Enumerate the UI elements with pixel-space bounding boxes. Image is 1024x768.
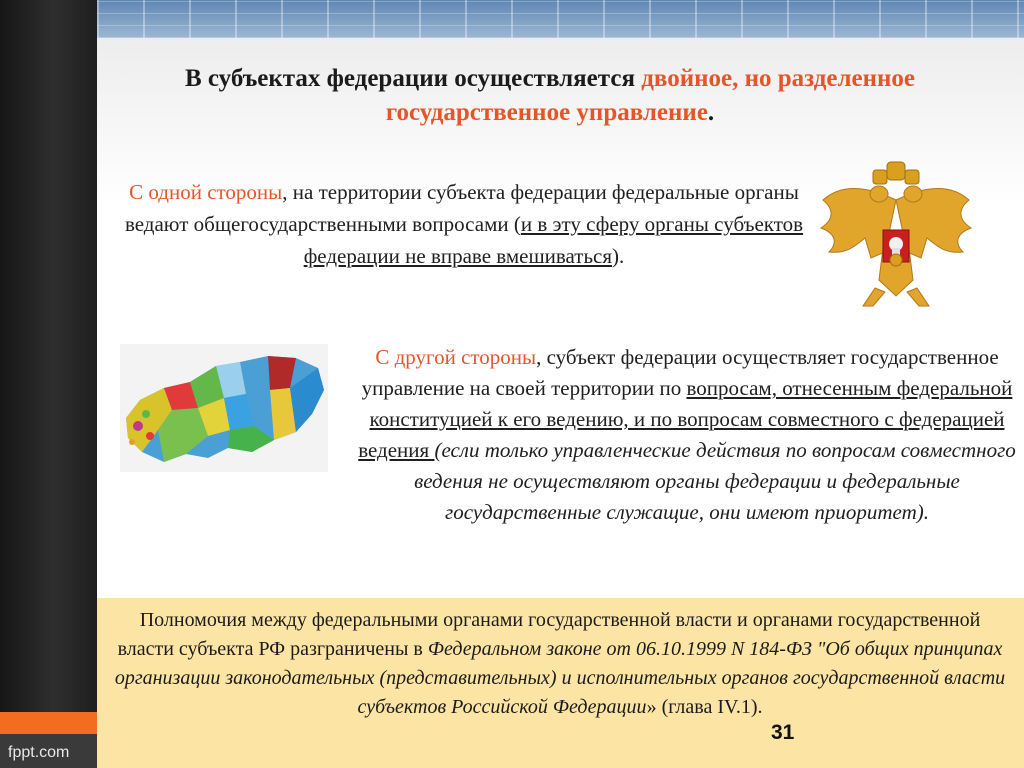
bottom-text-part2: » (глава IV.1). bbox=[646, 696, 763, 718]
title-highlight: двойное, но разделенное государственное управление bbox=[385, 65, 916, 126]
bottom-text-part1: Полномочия между федеральными органами государственной власти и органами государственной власти субъекта РФ разграничены в bbox=[117, 609, 981, 660]
para1-end: ). bbox=[612, 244, 625, 268]
para2-italic: (если только управленческие действия по вопросам совместного ведения не осуществляют органы федерации и федеральные государственные служащие, они имеют приоритет). bbox=[414, 438, 1016, 524]
left-sidebar bbox=[0, 0, 97, 768]
brand-footer-text: fppt.com bbox=[8, 744, 70, 761]
para2-underlined: вопросам, отнесенным федеральной конституцией к его ведению, и по вопросам совместного с федерацией ведения bbox=[358, 376, 1013, 462]
russia-map-icon bbox=[120, 344, 328, 472]
bottom-law-title: Федеральном законе от 06.10.1999 N 184-ФЗ "Об общих принципах организации законодательных (представительных) и исполнительных органов государственной власти субъектов Российской Федерации bbox=[114, 638, 1006, 718]
title-part1: В субъектах федерации осуществляется bbox=[184, 65, 642, 92]
para1-text: , на территории субъекта федерации федеральные органы ведают общегосударственными вопросами ( bbox=[124, 180, 799, 236]
para1-lead: С одной стороны bbox=[129, 180, 283, 204]
para2-lead: С другой стороны bbox=[375, 345, 537, 369]
page-number: 31 bbox=[771, 721, 795, 744]
coat-of-arms-icon bbox=[815, 160, 977, 308]
para2-text: , субъект федерации осуществляет государственное управление на своей территории по bbox=[361, 345, 999, 400]
paragraph-one bbox=[124, 176, 804, 272]
para1-underlined: и в эту сферу органы субъектов федерации не вправе вмешиваться bbox=[303, 212, 804, 268]
bottom-note-text bbox=[110, 606, 1010, 722]
slide-title bbox=[150, 62, 950, 130]
header-banner bbox=[97, 0, 1024, 38]
left-accent-strip bbox=[0, 712, 97, 734]
title-part3: . bbox=[707, 99, 715, 126]
paragraph-two bbox=[350, 342, 1024, 528]
